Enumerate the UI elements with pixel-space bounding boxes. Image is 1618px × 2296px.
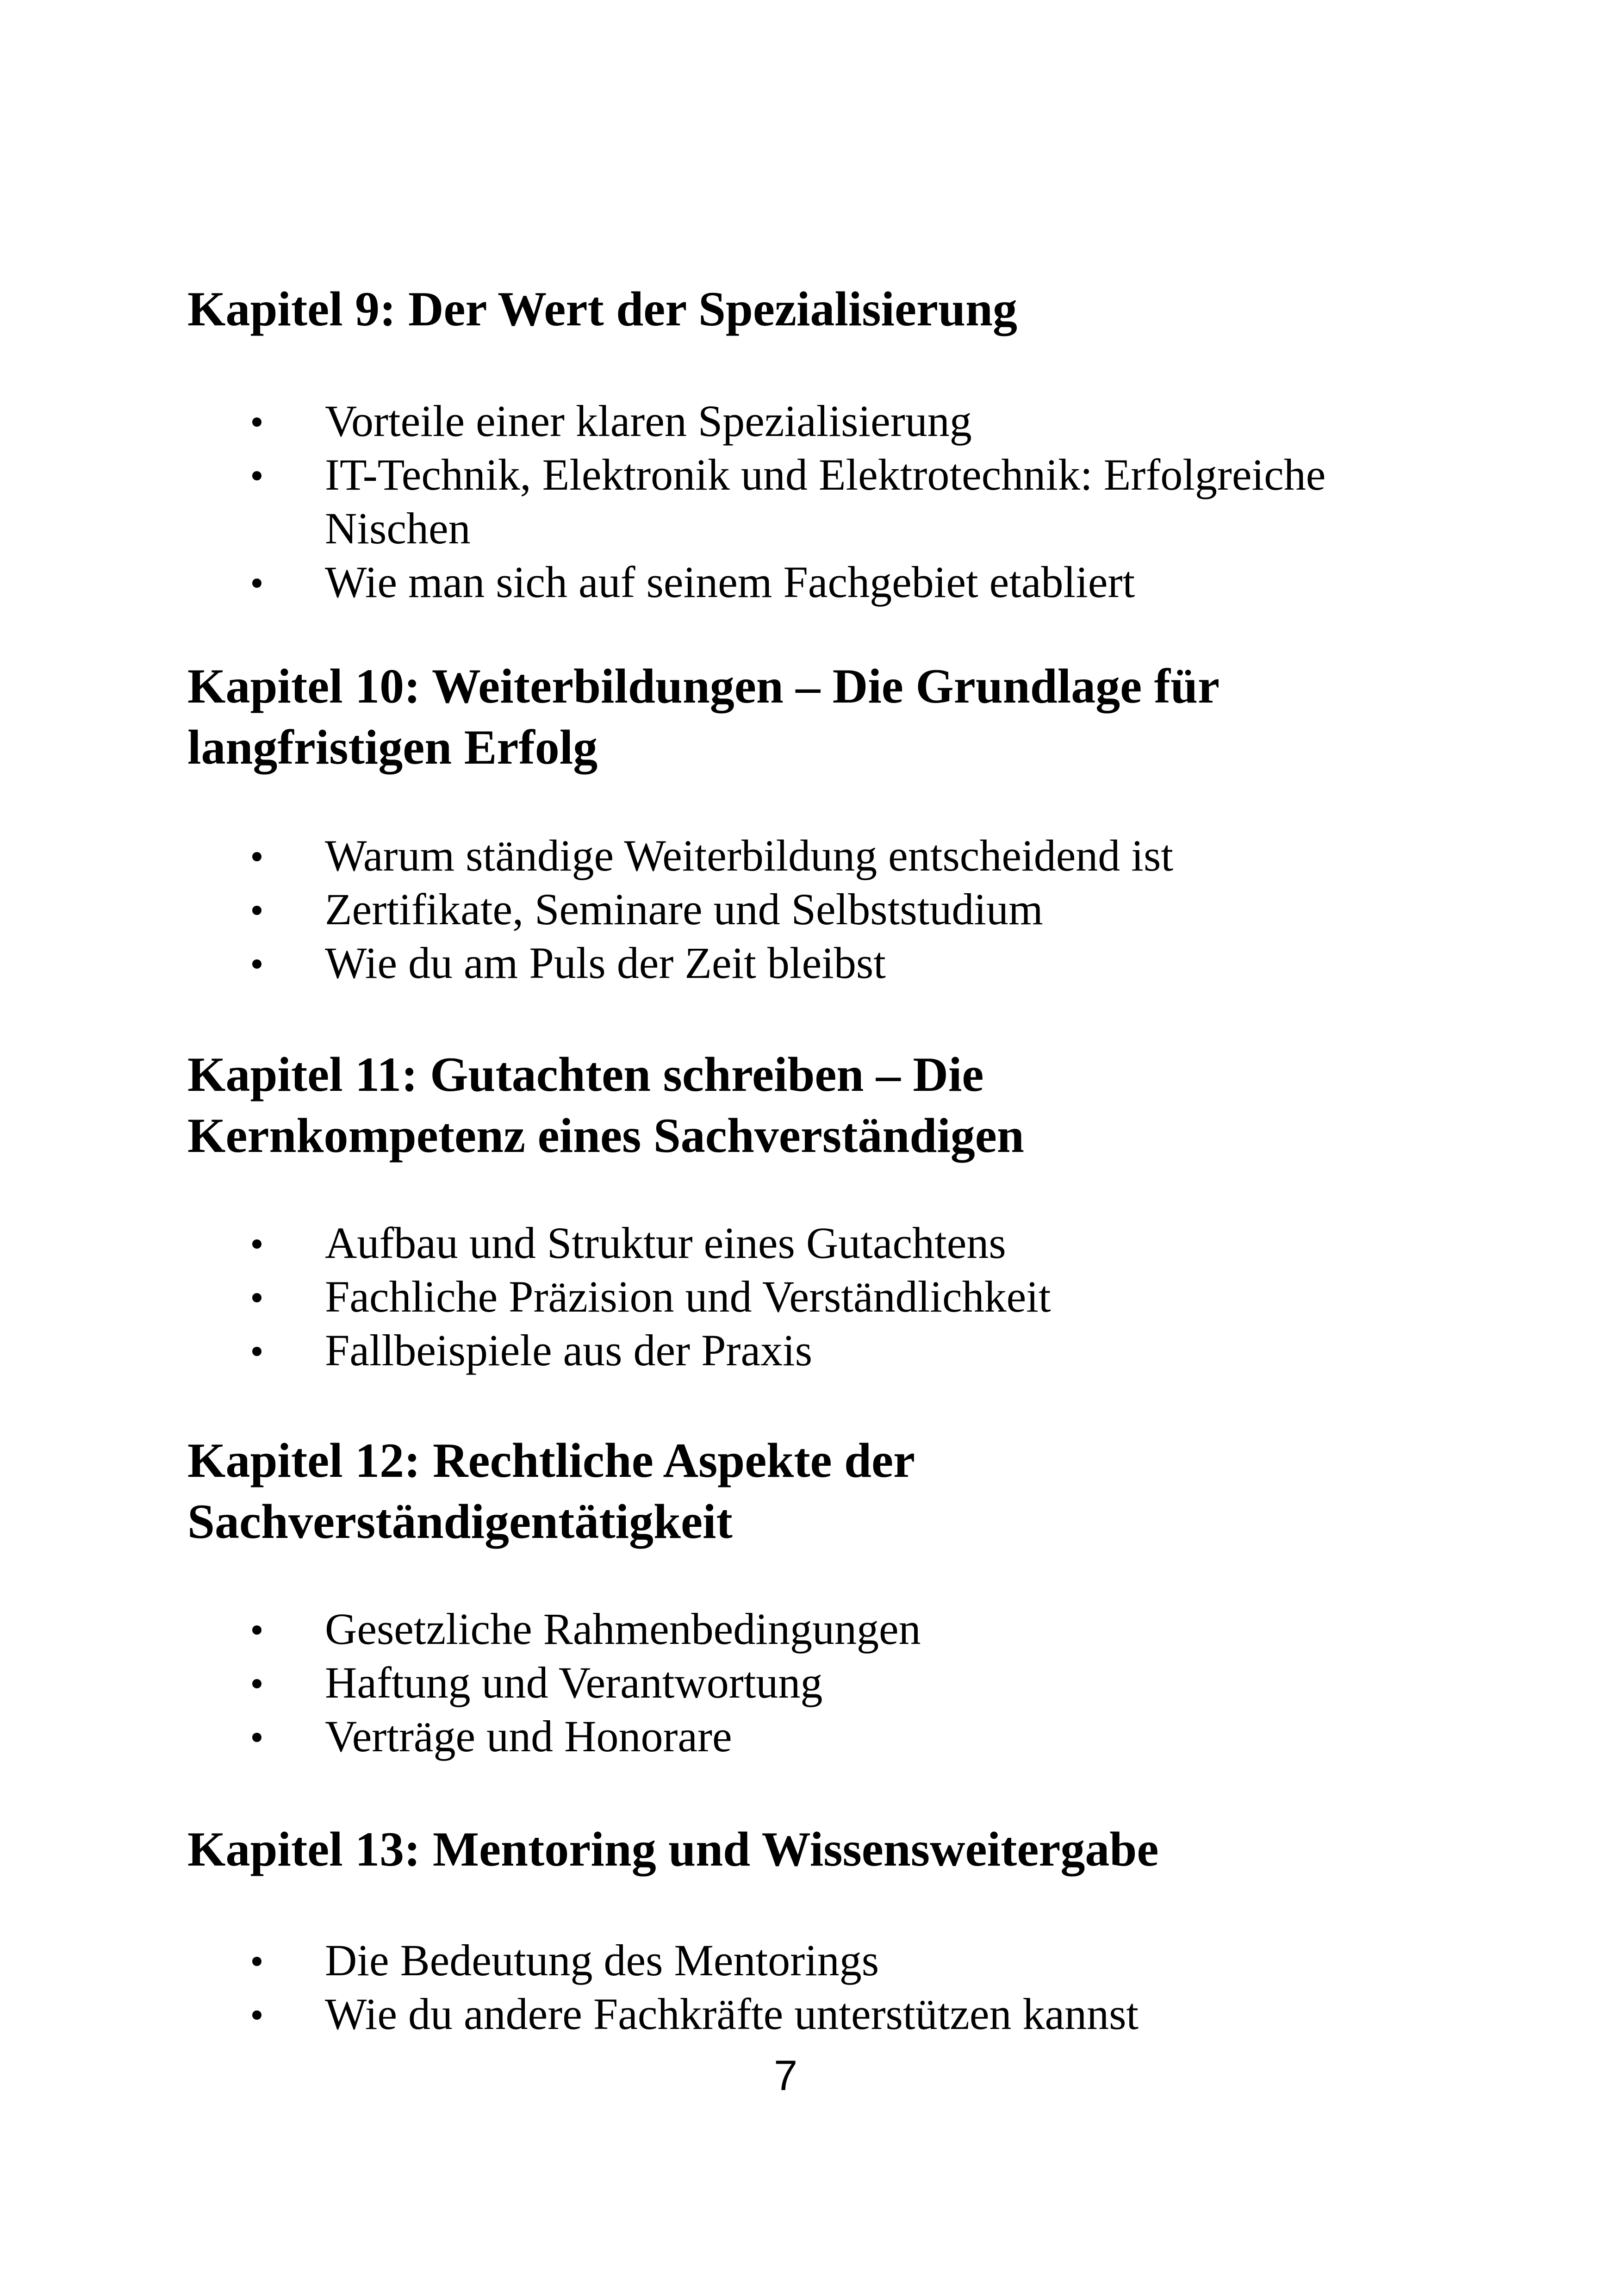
chapter-12-title — [187, 1430, 915, 1552]
list-item-text-continuation: Nischen — [325, 504, 471, 553]
list-item — [0, 1324, 1051, 1377]
bullet-icon — [252, 1293, 261, 1302]
list-item-text: Gesetzliche Rahmenbedingungen — [325, 1604, 921, 1654]
chapter-9-title — [187, 279, 1017, 340]
chapter-9-bullet-list — [0, 394, 1326, 609]
list-item-text: Vorteile einer klaren Spezialisierung — [325, 396, 972, 446]
chapter-title-line: Sachverständigentätigkeit — [187, 1494, 733, 1549]
list-item-text: Haftung und Verantwortung — [325, 1658, 823, 1707]
list-item-text: Die Bedeutung des Mentorings — [325, 1935, 879, 1985]
bullet-icon — [252, 906, 261, 915]
chapter-13-bullet-list — [0, 1934, 1139, 2041]
list-item — [0, 1270, 1051, 1324]
chapter-10-title — [187, 656, 1220, 778]
list-item-text: Wie man sich auf seinem Fachgebiet etabliert — [325, 557, 1135, 607]
bullet-icon — [252, 1239, 261, 1249]
list-item — [0, 555, 1326, 609]
list-item-text: Wie du am Puls der Zeit bleibst — [325, 938, 886, 988]
chapter-title-line: Kapitel 10: Weiterbildungen – Die Grundlage für — [187, 659, 1220, 713]
list-item — [0, 883, 1173, 936]
chapter-title-line: Kapitel 12: Rechtliche Aspekte der — [187, 1433, 915, 1487]
list-item-text: Fachliche Präzision und Verständlichkeit — [325, 1272, 1051, 1321]
chapter-12-bullet-list — [0, 1602, 921, 1763]
bullet-icon — [252, 1679, 261, 1688]
list-item — [0, 1710, 921, 1763]
list-item — [0, 448, 1326, 555]
list-item-text: Aufbau und Struktur eines Gutachtens — [325, 1218, 1006, 1268]
list-item-text: Wie du andere Fachkräfte unterstützen kannst — [325, 1989, 1139, 2039]
chapter-13-title — [187, 1819, 1158, 1880]
chapter-title-line: Kapitel 11: Gutachten schreiben – Die — [187, 1047, 984, 1101]
bullet-icon — [252, 2010, 261, 2020]
bullet-icon — [252, 1625, 261, 1635]
bullet-icon — [252, 852, 261, 861]
bullet-icon — [252, 1957, 261, 1966]
list-item-text: IT-Technik, Elektronik und Elektrotechnik: Erfolgreiche — [325, 450, 1326, 499]
bullet-icon — [252, 471, 261, 480]
list-item-text: Fallbeispiele aus der Praxis — [325, 1325, 813, 1375]
bullet-icon — [252, 417, 261, 427]
list-item-text: Warum ständige Weiterbildung entscheidend ist — [325, 831, 1173, 880]
list-item — [0, 1656, 921, 1710]
chapter-10-bullet-list — [0, 829, 1173, 990]
bullet-icon — [252, 1733, 261, 1742]
list-item-text: Zertifikate, Seminare und Selbststudium — [325, 884, 1043, 934]
chapter-title-line: langfristigen Erfolg — [187, 720, 598, 774]
bullet-icon — [252, 579, 261, 588]
page-number: 7 — [774, 2052, 798, 2099]
chapter-11-title — [187, 1044, 1024, 1166]
list-item — [0, 936, 1173, 990]
list-item — [0, 1934, 1139, 1987]
list-item — [0, 1987, 1139, 2041]
list-item — [0, 829, 1173, 883]
list-item — [0, 1216, 1051, 1270]
chapter-title-line: Kapitel 13: Mentoring und Wissensweitergabe — [187, 1822, 1159, 1876]
chapter-title-line: Kernkompetenz eines Sachverständigen — [187, 1108, 1024, 1163]
list-item — [0, 394, 1326, 448]
bullet-icon — [252, 959, 261, 969]
chapter-11-bullet-list — [0, 1216, 1051, 1377]
list-item — [0, 1602, 921, 1656]
bullet-icon — [252, 1347, 261, 1356]
list-item-text: Verträge und Honorare — [325, 1711, 732, 1761]
chapter-title-line: Kapitel 9: Der Wert der Spezialisierung — [187, 282, 1017, 336]
